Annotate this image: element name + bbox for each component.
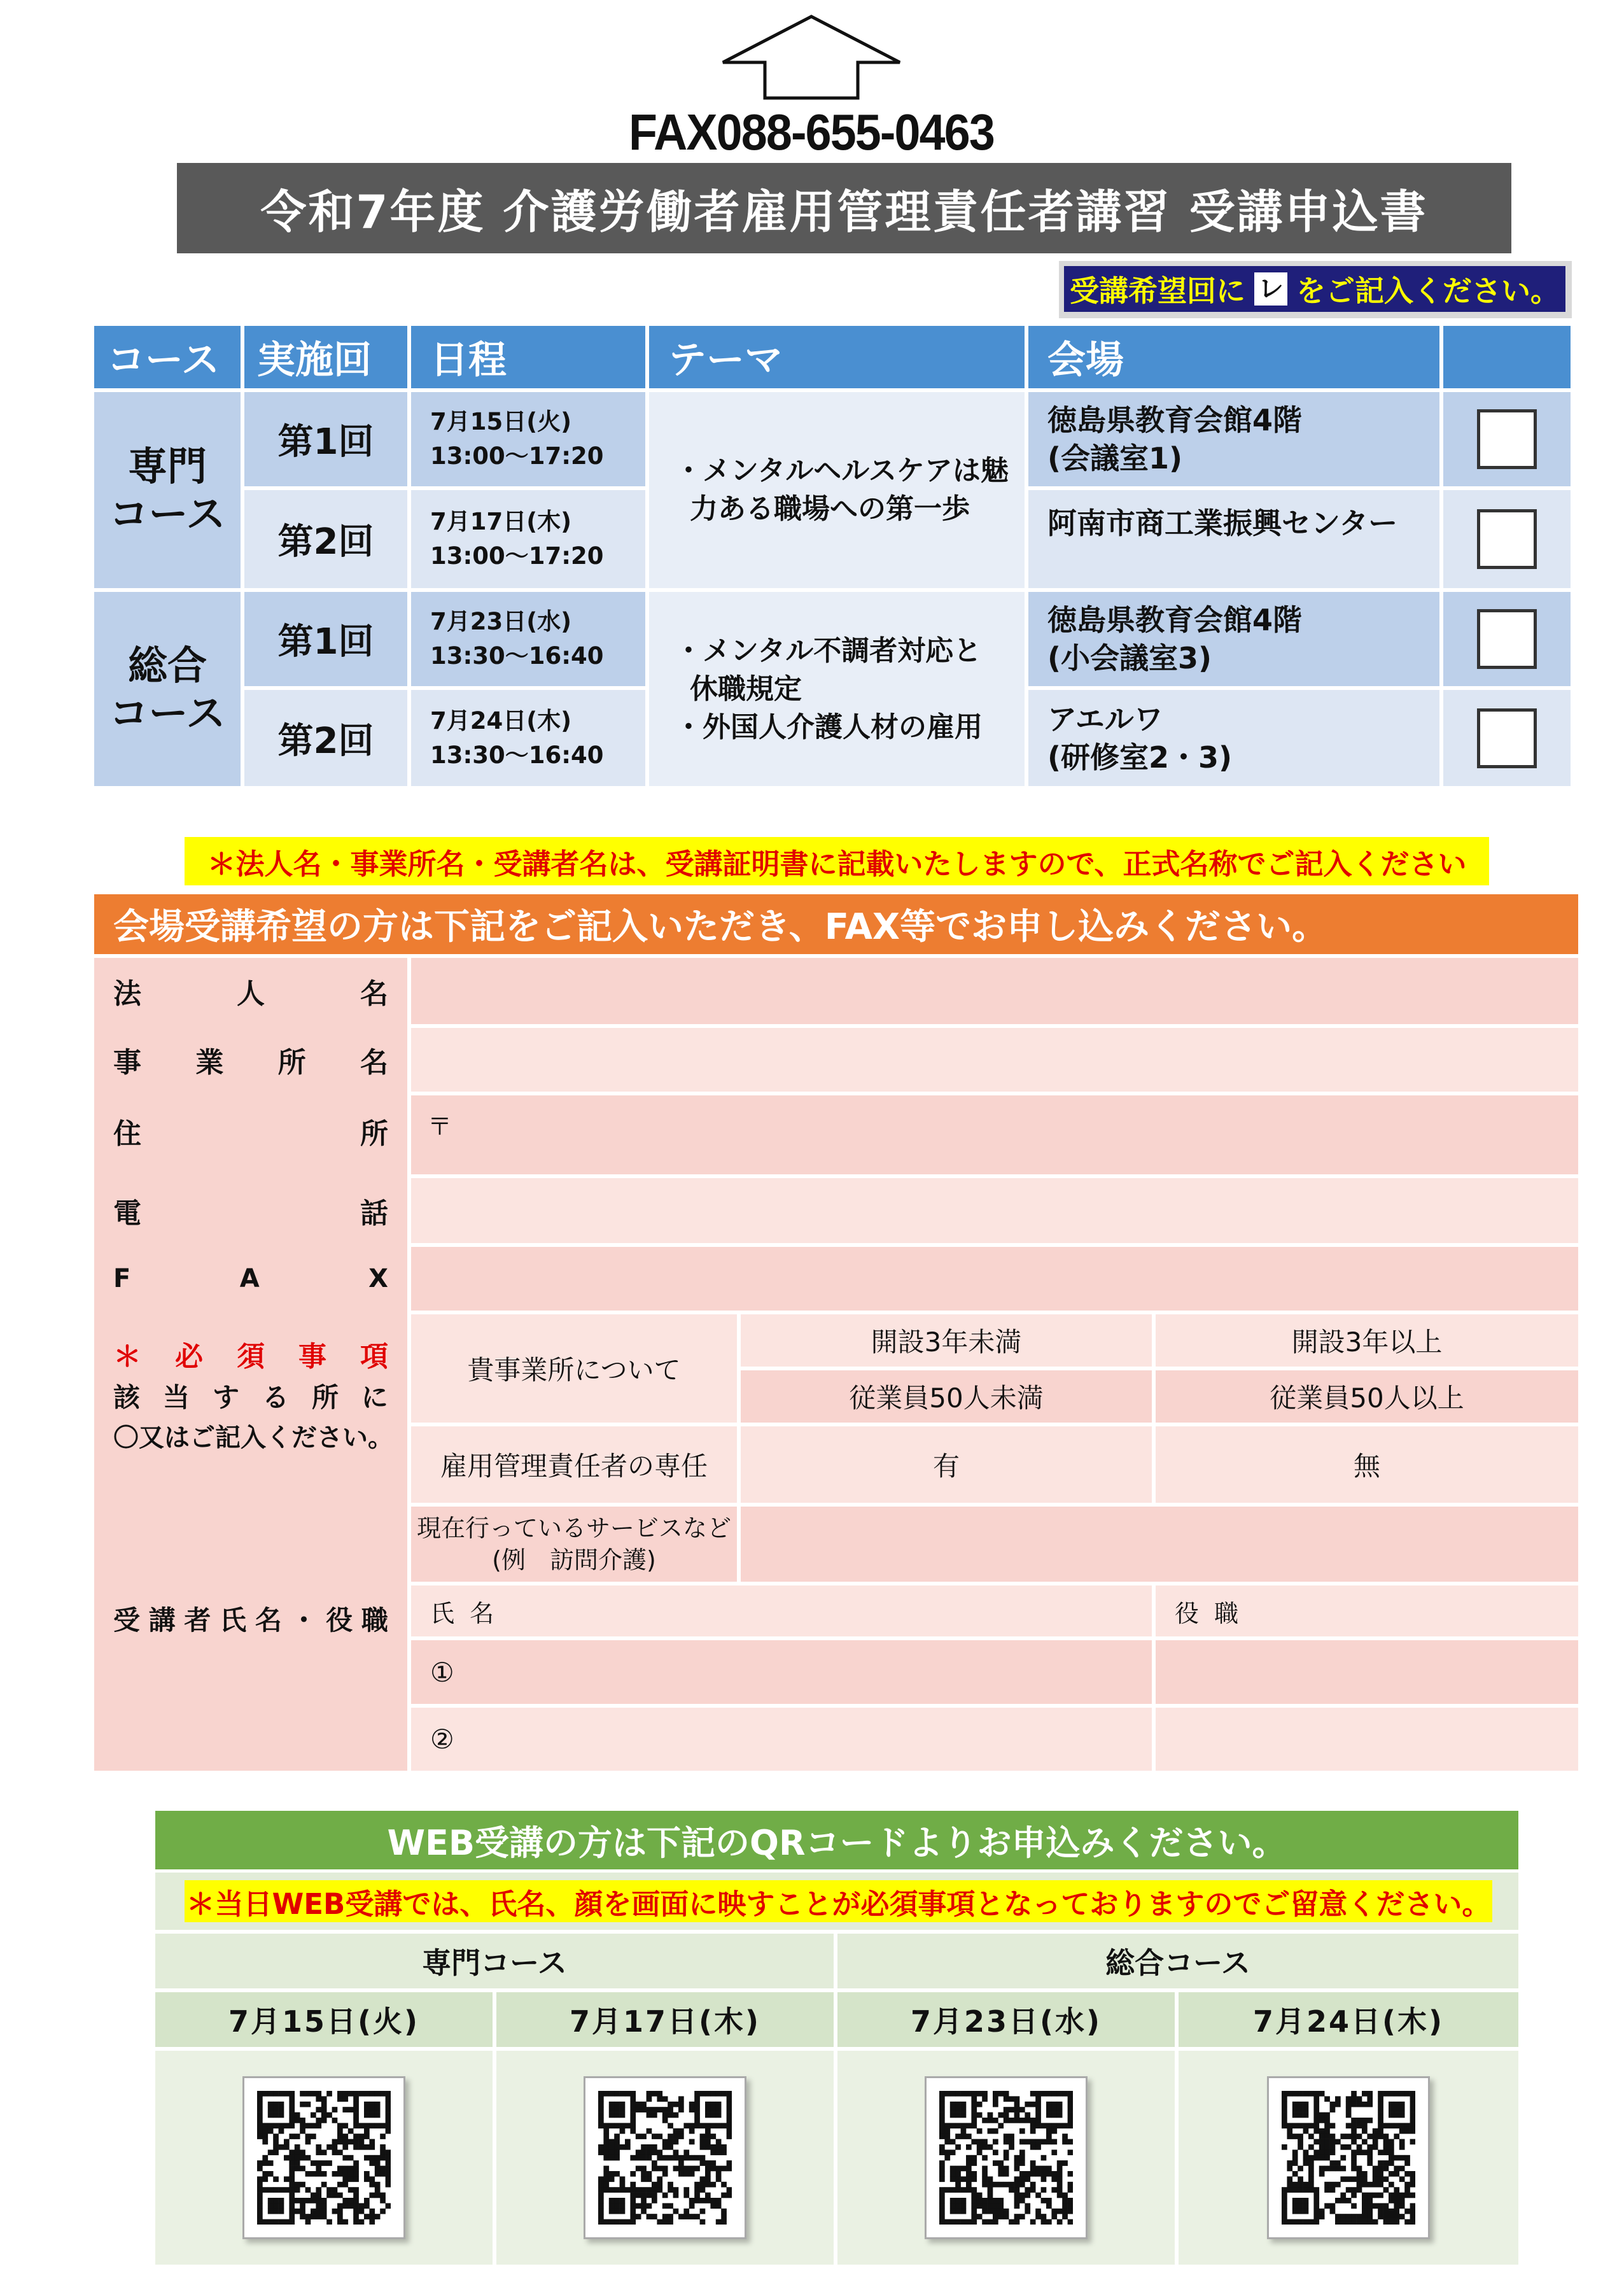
qr-code-icon — [939, 2091, 1073, 2225]
checkmark-sample-icon: レ — [1254, 272, 1287, 306]
header-venue: 会場 — [1028, 326, 1439, 388]
qr-date: 7月24日(木) — [1179, 1992, 1518, 2047]
header-check — [1443, 326, 1571, 388]
office-name-label: 事 業 所 名 — [113, 1046, 388, 1079]
header-date: 日程 — [411, 326, 645, 388]
official-name-notice: ＊法人名・事業所名・受講者名は、受講証明書に記載いたしますので、正式名称でご記入ください — [185, 837, 1489, 885]
header-round: 実施回 — [244, 326, 407, 388]
required-items-label: ＊ 必 須 事 項 該 当 す る 所 に 〇又はご記入ください。 — [113, 1340, 393, 1452]
session-date: 7月15日(火) 13:00〜17:20 — [411, 392, 645, 486]
course-general: 総合 コース — [94, 592, 241, 786]
qr-group-specialist: 専門コース — [155, 1934, 834, 1988]
option-under-50-staff[interactable]: 従業員50人未満 — [741, 1370, 1152, 1423]
checkbox-specialist-round2[interactable] — [1477, 509, 1537, 569]
fax-number: FAX088-655-0463 — [629, 103, 994, 160]
phone-input[interactable] — [411, 1178, 1578, 1243]
role-column-header: 役 職 — [1156, 1585, 1578, 1636]
checkmark-instruction — [1059, 261, 1572, 318]
office-name-input[interactable] — [411, 1028, 1578, 1092]
web-section-header: WEB受講の方は下記のQRコードよりお申込みください。 — [155, 1811, 1518, 1869]
qr-date: 7月17日(木) — [496, 1992, 834, 2047]
attendee-1-role-input[interactable] — [1156, 1640, 1578, 1704]
session-venue: 徳島県教育会館4階 (会議室1) — [1028, 392, 1439, 486]
corp-name-input[interactable] — [411, 958, 1578, 1024]
session-date: 7月17日(木) 13:00〜17:20 — [411, 490, 645, 588]
session-date: 7月23日(水) 13:30〜16:40 — [411, 592, 645, 686]
fax-label: F A X — [113, 1264, 388, 1293]
fax-input[interactable] — [411, 1247, 1578, 1311]
header-theme: テーマ — [649, 326, 1025, 388]
qr-code-icon — [257, 2091, 391, 2225]
round-label: 第1回 — [244, 592, 407, 686]
instruction-text-before: 受講希望回に — [1070, 274, 1245, 308]
session-venue: 阿南市商工業振興センター — [1028, 490, 1439, 588]
option-over-3-years[interactable]: 開設3年以上 — [1156, 1314, 1578, 1367]
corp-name-label: 法 人 名 — [113, 978, 388, 1010]
option-manager-yes[interactable]: 有 — [741, 1426, 1152, 1503]
option-over-50-staff[interactable]: 従業員50人以上 — [1156, 1370, 1578, 1423]
course-theme: ・メンタルヘルスケアは魅 力ある職場への第一歩 — [649, 392, 1025, 588]
qr-code-0717[interactable] — [584, 2076, 746, 2239]
address-input[interactable] — [411, 1095, 1578, 1174]
application-form — [94, 958, 1578, 1771]
attendee-2-role-input[interactable] — [1156, 1708, 1578, 1771]
phone-label: 電 話 — [113, 1197, 388, 1230]
postal-mark: 〒 — [428, 1113, 452, 1141]
current-service-label: 現在行っているサービスなど (例 訪問介護) — [411, 1507, 737, 1582]
option-under-3-years[interactable]: 開設3年未満 — [741, 1314, 1152, 1367]
venue-form-header: 会場受講希望の方は下記をご記入いただき、FAX等でお申し込みください。 — [94, 894, 1578, 954]
round-label: 第1回 — [244, 392, 407, 486]
course-specialist: 専門 コース — [94, 392, 241, 588]
qr-date: 7月23日(水) — [837, 1992, 1175, 2047]
current-service-input[interactable] — [741, 1507, 1578, 1582]
attendee-1-name-input[interactable]: ① — [411, 1640, 1152, 1704]
web-notice: ＊当日WEB受講では、氏名、顔を画面に映すことが必須事項となっておりますのでご留意ください。 — [185, 1880, 1492, 1922]
checkbox-general-round1[interactable] — [1477, 609, 1537, 669]
checkbox-general-round2[interactable] — [1477, 708, 1537, 768]
qr-code-icon — [598, 2091, 732, 2225]
session-venue: アエルワ (研修室2・3) — [1028, 690, 1439, 786]
checkbox-specialist-round1[interactable] — [1477, 409, 1537, 469]
address-label: 住 所 — [113, 1118, 388, 1150]
option-manager-no[interactable]: 無 — [1156, 1426, 1578, 1503]
qr-group-general: 総合コース — [837, 1934, 1518, 1988]
schedule-table — [94, 326, 1571, 786]
round-label: 第2回 — [244, 690, 407, 786]
form-title: 令和7年度 介護労働者雇用管理責任者講習 受講申込書 — [177, 163, 1511, 253]
attendee-2-name-input[interactable]: ② — [411, 1708, 1152, 1771]
attendee-label: 受 講 者 氏 名 ・ 役 職 — [113, 1605, 388, 1636]
qr-table — [155, 1934, 1518, 2265]
session-venue: 徳島県教育会館4階 (小会議室3) — [1028, 592, 1439, 686]
instruction-text-after: をご記入ください。 — [1296, 274, 1560, 308]
round-label: 第2回 — [244, 490, 407, 588]
qr-code-0715[interactable] — [242, 2076, 405, 2239]
manager-dedicated-label: 雇用管理責任者の専任 — [411, 1426, 737, 1503]
course-theme: ・メンタル不調者対応と 休職規定 ・外国人介護人材の雇用 — [649, 592, 1025, 786]
office-about-label: 貴事業所について — [411, 1314, 737, 1423]
name-column-header: 氏 名 — [411, 1585, 1152, 1636]
header-course: コース — [94, 326, 241, 388]
qr-code-0724[interactable] — [1267, 2076, 1430, 2239]
qr-code-icon — [1282, 2091, 1415, 2225]
session-date: 7月24日(木) 13:30〜16:40 — [411, 690, 645, 786]
qr-date: 7月15日(火) — [155, 1992, 493, 2047]
qr-code-0723[interactable] — [925, 2076, 1088, 2239]
up-arrow-icon — [719, 13, 904, 102]
